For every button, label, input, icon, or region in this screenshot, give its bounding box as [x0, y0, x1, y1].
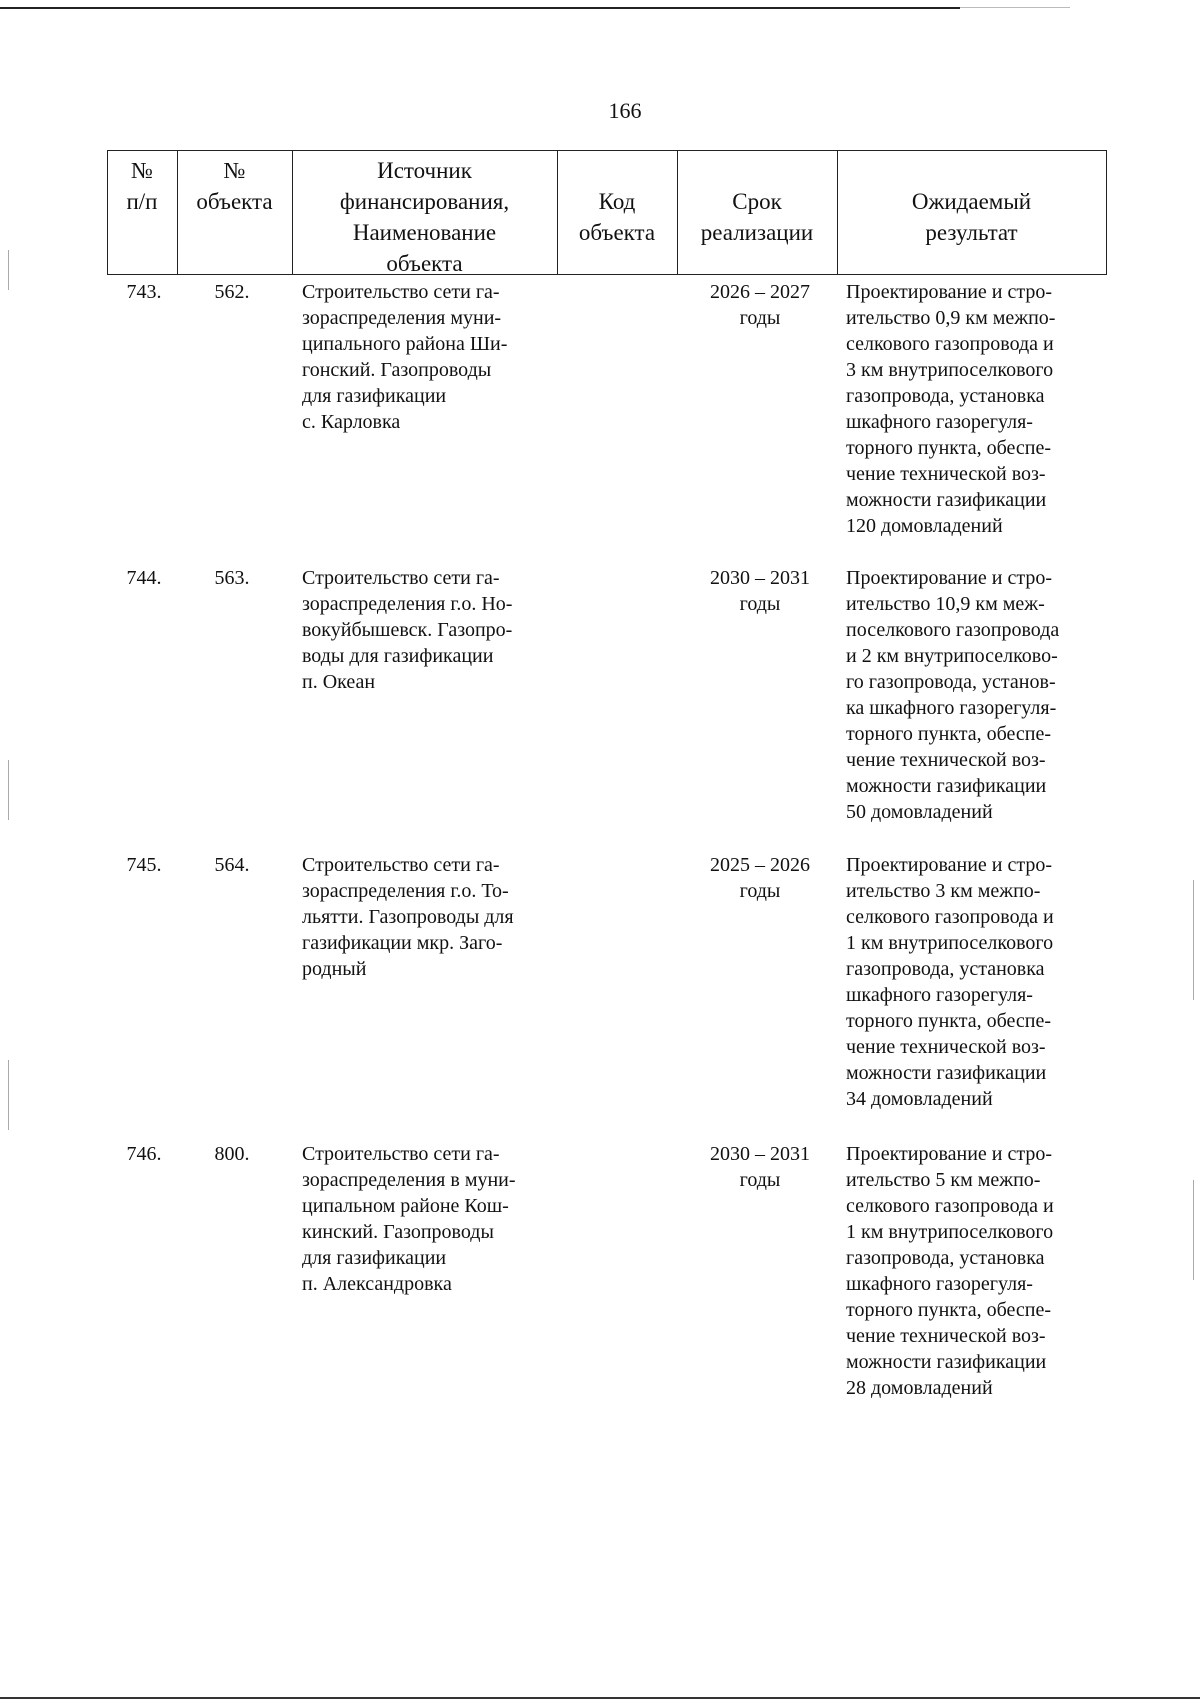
- row-number: 746.: [126, 1143, 162, 1165]
- implementation-period: 2026 – 2027 годы: [710, 281, 810, 329]
- object-name: Строительство сети га- зораспределения муни- ципального района Ши- гонский. Газопроводы для газификации с. Карловка: [302, 281, 508, 433]
- object-number: 800.: [214, 1143, 250, 1165]
- object-name: Строительство сети га- зораспределения в муни- ципальном районе Кош- кинский. Газопроводы для газификации п. Александровка: [302, 1143, 516, 1295]
- header-funding-source: Источник финансирования, Наименование объекта: [339, 158, 510, 276]
- object-number: 563.: [214, 567, 250, 589]
- header-expected-result: Ожидаемый результат: [911, 189, 1032, 245]
- object-number: 562.: [214, 281, 250, 303]
- scan-mark: [1193, 1180, 1194, 1280]
- expected-result: Проектирование и стро- ительство 10,9 км меж- поселкового газопровода и 2 км внутрипоселково- го газопровода, установ- ка шкафного газорегуля- торного пункта, обеспе- чение технической воз- можности газификации 50 домовладений: [846, 567, 1060, 823]
- bottom-scan-rule: [0, 1697, 1200, 1699]
- object-number: 564.: [214, 854, 250, 876]
- row-number: 745.: [126, 854, 162, 876]
- column-divider: [1106, 150, 1107, 275]
- header-top-border: [107, 150, 1107, 151]
- top-scan-rule-faint: [960, 7, 1070, 8]
- header-object-number: № объекта: [196, 158, 273, 214]
- scan-mark: [1193, 880, 1194, 1000]
- scan-mark: [8, 1060, 9, 1130]
- implementation-period: 2025 – 2026 годы: [710, 854, 810, 902]
- row-number: 743.: [126, 281, 162, 303]
- object-name: Строительство сети га- зораспределения г.о. То- льятти. Газопроводы для газификации мкр. Заго- родный: [302, 854, 514, 980]
- implementation-period: 2030 – 2031 годы: [710, 567, 810, 615]
- row-number: 744.: [126, 567, 162, 589]
- top-scan-rule: [0, 7, 960, 9]
- expected-result: Проектирование и стро- ительство 5 км межпо- селкового газопровода и 1 км внутрипоселкового газопровода, установка шкафного газорегуля- торного пункта, обеспе- чение технической воз- можности газификации 28 домовладений: [846, 1143, 1054, 1399]
- header-object-code: Код объекта: [578, 189, 656, 245]
- scan-mark: [8, 250, 9, 290]
- header-period: Срок реализации: [700, 189, 814, 245]
- page-number: 166: [608, 98, 642, 123]
- header-row-number: № п/п: [126, 158, 158, 214]
- implementation-period: 2030 – 2031 годы: [710, 1143, 810, 1191]
- header-bottom-border: [107, 274, 1107, 275]
- scan-mark: [8, 760, 9, 820]
- expected-result: Проектирование и стро- ительство 0,9 км межпо- селкового газопровода и 3 км внутрипоселкового газопровода, установка шкафного газорегуля- торного пункта, обеспе- чение технической воз- можности газификации 120 домовладений: [846, 281, 1056, 537]
- object-name: Строительство сети га- зораспределения г.о. Но- вокуйбышевск. Газопро- воды для газификации п. Океан: [302, 567, 513, 693]
- expected-result: Проектирование и стро- ительство 3 км межпо- селкового газопровода и 1 км внутрипоселкового газопровода, установка шкафного газорегуля- торного пункта, обеспе- чение технической воз- можности газификации 34 домовладений: [846, 854, 1054, 1110]
